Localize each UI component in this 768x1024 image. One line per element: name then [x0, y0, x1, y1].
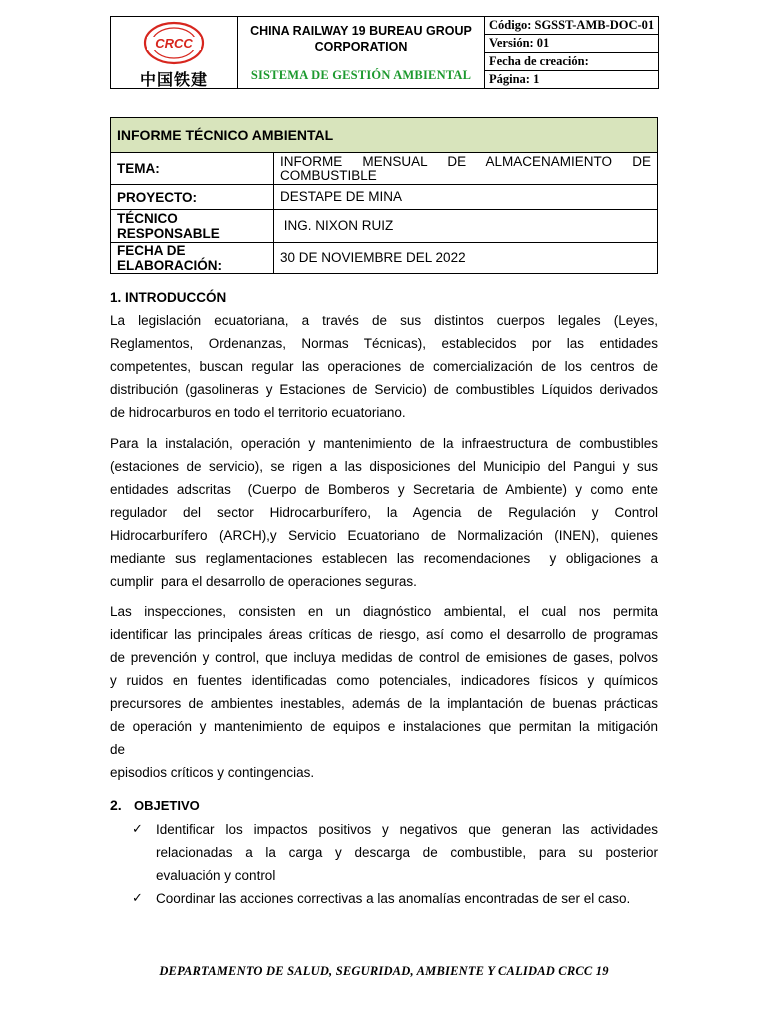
company-name — [238, 23, 484, 55]
info-row-technician — [111, 210, 658, 243]
technician-label: TÉCNICO RESPONSABLE — [111, 210, 274, 243]
project-value: DESTAPE DE MINA — [274, 185, 658, 210]
intro-paragraph-1: La legislación ecuatoriana, a través de sus distintos cuerpos legales (Leyes, Reglamentos, Ordenanzas, Normas Técnicas), establecidos por las entidades competentes, buscan regular las operaciones de comercialización de los centros de distribución (gasolineras y Estaciones de Servicio) de combustibles Líquidos derivados de hidrocarburos en todo el territorio ecuatoriano. — [110, 313, 658, 420]
project-label: PROYECTO: — [111, 185, 274, 210]
document-version: Versión: 01 — [485, 35, 658, 53]
date-label: FECHA DE ELABORACIÓN: — [111, 243, 274, 274]
document-meta-cell — [484, 16, 659, 89]
intro-paragraph-3: Las inspecciones, consisten en un diagnóstico ambiental, el cual nos permita identificar las principales áreas críticas de riesgo, así como el desarrollo de programas de prevención y control, que incluya medidas de control de emisiones de gases, polvos y ruidos en fuentes identificadas como potenciales, indicadores físicos y químicos precursores de ambientes inestables, además de la implantación de buenas prácticas de operación y mantenimiento de equipos e instalaciones que permitan la mitigación de episodios críticos y contingencias. — [110, 604, 658, 780]
topic-value-line2: COMBUSTIBLE — [280, 167, 377, 183]
logo-chinese-text: 中国铁建 — [139, 72, 208, 89]
report-title-row — [111, 118, 658, 153]
report-info-table — [110, 117, 658, 274]
objective-item-1: Identificar los impactos positivos y negativos que generan las actividades relacionadas a la carga y descarga de combustible, para su posterior evaluación y control — [156, 822, 658, 883]
topic-label: TEMA: — [111, 153, 274, 185]
company-name-line1: CHINA RAILWAY 19 BUREAU GROUP — [250, 24, 472, 38]
objective-heading: OBJETIVO — [134, 798, 200, 813]
info-row-date — [111, 243, 658, 274]
creation-date: Fecha de creación: — [485, 53, 658, 71]
document-code: Código: SGSST-AMB-DOC-01 — [485, 17, 658, 35]
document-footer: DEPARTAMENTO DE SALUD, SEGURIDAD, AMBIENTE Y CALIDAD CRCC 19 — [159, 964, 609, 978]
company-cell — [237, 16, 485, 89]
info-row-topic — [111, 153, 658, 185]
document-header — [110, 16, 659, 89]
logo-cell — [110, 16, 238, 89]
info-row-project — [111, 185, 658, 210]
topic-value-line1: INFORME MENSUAL DE ALMACENAMIENTO DE — [280, 153, 651, 169]
system-name: SISTEMA DE GESTIÓN AMBIENTAL — [250, 68, 472, 82]
crcc-logo-icon — [141, 20, 207, 66]
intro-paragraph-2: Para la instalación, operación y mantenimiento de la infraestructura de combustibles (estaciones de servicio), se rigen a las disposiciones del Municipio del Pangui y sus entidades adscritas (Cuerpo de Bomberos y Secretaria de Ambiente) y como ente regulador del sector Hidrocarburífero, la Agencia de Regulación y Control Hidrocarburífero (ARCH),y Servicio Ecuatoriano de Normalización (INEN), quienes mediante sus reglamentaciones establecen las recomendaciones y obligaciones a cumplir para el desarrollo de operaciones seguras. — [110, 436, 658, 589]
checkmark-icon: ✓ — [132, 890, 143, 905]
objective-item-2: Coordinar las acciones correctivas a las anomalías encontradas de ser el caso. — [156, 891, 631, 906]
topic-value — [274, 153, 658, 185]
objective-number: 2. — [110, 797, 122, 813]
checkmark-icon: ✓ — [132, 821, 143, 836]
logo-text: CRCC — [155, 36, 193, 51]
company-name-line2: CORPORATION — [314, 40, 408, 54]
date-value: 30 DE NOVIEMBRE DEL 2022 — [274, 243, 658, 274]
intro-heading: 1. INTRODUCCÓN — [110, 290, 227, 305]
report-title: INFORME TÉCNICO AMBIENTAL — [111, 118, 658, 153]
page-number: Página: 1 — [489, 72, 540, 86]
technician-value: ING. NIXON RUIZ — [274, 210, 658, 243]
